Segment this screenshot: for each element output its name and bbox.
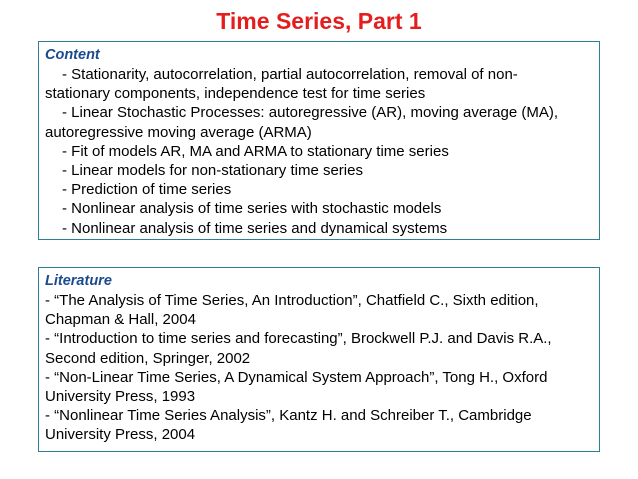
literature-line: University Press, 1993 — [45, 388, 196, 406]
literature-line: - “The Analysis of Time Series, An Introduction”, Chatfield C., Sixth edition, — [45, 292, 539, 309]
content-line: stationary components, independence test for time series — [45, 85, 426, 103]
page-title: Time Series, Part 1 — [216, 8, 422, 34]
literature-line: - “Nonlinear Time Series Analysis”, Kantz H. and Schreiber T., Cambridge — [45, 407, 532, 425]
literature-line: - “Non-Linear Time Series, A Dynamical System Approach”, Tong H., Oxford — [45, 368, 548, 386]
content-line: - Nonlinear analysis of time series with stochastic models — [62, 200, 442, 218]
literature-line: Chapman & Hall, 2004 — [45, 311, 196, 329]
literature-heading: Literature — [45, 273, 112, 289]
content-line: - Fit of models AR, MA and ARMA to stationary time series — [62, 142, 449, 160]
content-line: autoregressive moving average (ARMA) — [45, 123, 312, 141]
content-line: - Stationarity, autocorrelation, partial autocorrelation, removal of non- — [62, 66, 518, 83]
content-box — [38, 41, 600, 240]
literature-box — [38, 267, 600, 452]
literature-line: University Press, 2004 — [45, 426, 196, 444]
content-heading: Content — [45, 47, 100, 63]
content-line: - Prediction of time series — [62, 181, 232, 199]
content-line: - Nonlinear analysis of time series and dynamical systems — [62, 219, 448, 237]
literature-line: Second edition, Springer, 2002 — [45, 349, 251, 367]
content-line: - Linear models for non-stationary time series — [62, 162, 363, 180]
content-line: - Linear Stochastic Processes: autoregressive (AR), moving average (MA), — [62, 104, 559, 122]
literature-line: - “Introduction to time series and forecasting”, Brockwell P.J. and Davis R.A., — [45, 330, 552, 348]
